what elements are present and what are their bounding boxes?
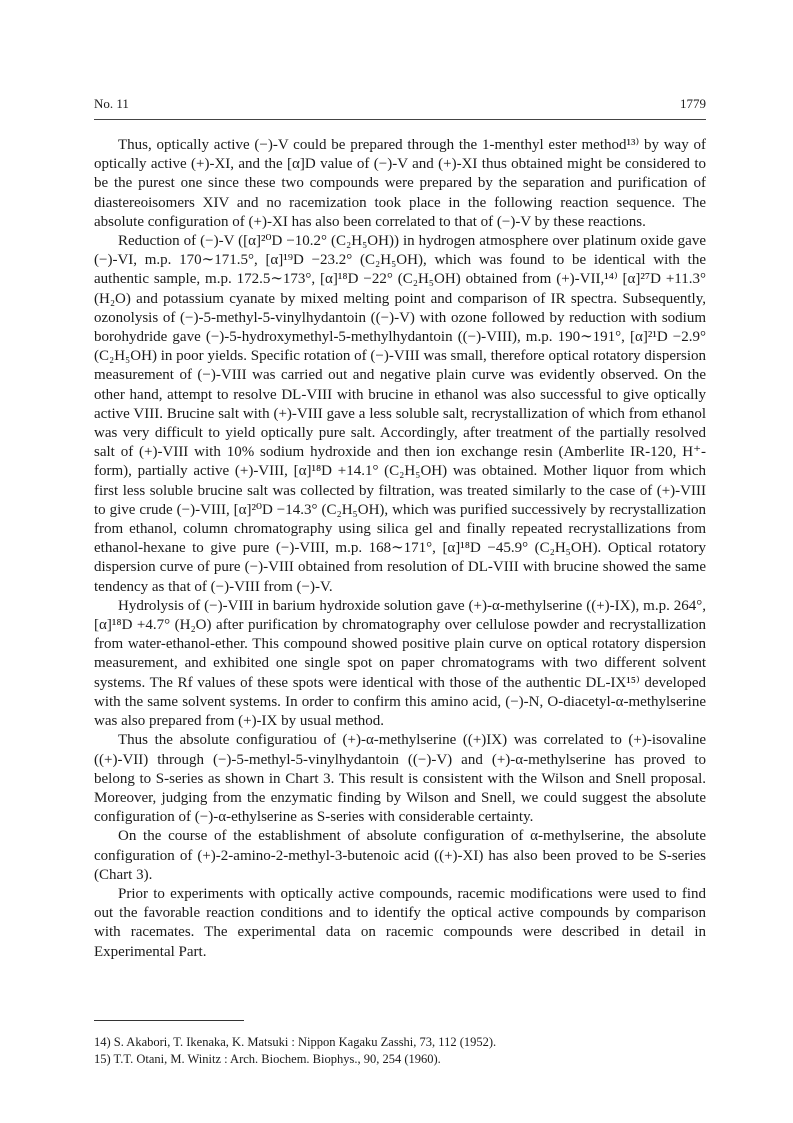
paragraph: Hydrolysis of (−)-VIII in barium hydroxide solution gave (+)-α-methylserine ((+)-IX), m.p. 264°, [α]¹⁸D +4.7° (H₂O) after purification by chromatography over cellulose powder and recrystallization from water-ethanol-ether. This compound showed positive plain curve on optical rotatory dispersion measurement, and exhibited one single spot on paper chromatograms with two different solvent systems. The Rf values of these spots were identical with those of the authentic DL-IX¹⁵⁾ developed with the same solvent systems. In order to confirm this amino acid, (−)-N, O-diacetyl-α-methylserine was also prepared from (+)-IX by usual method. (94, 597, 706, 730)
header-rule (94, 119, 706, 120)
issue-number: No. 11 (94, 96, 129, 111)
paragraph: Prior to experiments with optically active compounds, racemic modifications were used to find out the favorable reaction conditions and to identify the optical active compounds by comparison with racemates. The experimental data on racemic compounds were described in detail in Experimental Part. (94, 885, 706, 960)
footnote: 14) S. Akabori, T. Ikenaka, K. Matsuki : Nippon Kagaku Zasshi, 73, 112 (1952). (94, 1035, 497, 1049)
paragraph: On the course of the establishment of absolute configuration of α-methylserine, the absolute configuration of (+)-2-amino-2-methyl-3-butenoic acid ((+)-XI) has also been proved to be S-series (Chart 3). (94, 828, 706, 883)
footnotes (94, 1034, 706, 1068)
page-header (94, 96, 706, 116)
paragraph: Thus the absolute configuratiou of (+)-α-methylserine ((+)IX) was correlated to (+)-isovaline ((+)-VII) through (−)-5-methyl-5-vinylhydantoin ((−)-V) and (+)-α-methylserine has proved to belong to S-series as shown in Chart 3. This result is consistent with the Wilson and Snell proposal. Moreover, judging from the enzymatic finding by Wilson and Snell, we could suggest the absolute configuration of (−)-α-ethylserine as S-series with considerable certainty. (94, 732, 706, 826)
body-text (94, 136, 706, 962)
footnote-rule (94, 1020, 244, 1021)
paragraph: Thus, optically active (−)-V could be prepared through the 1-menthyl ester method¹³⁾ by way of optically active (+)-XI, and the [α]D value of (−)-V and (+)-XI thus obtained might be considered to be the purest one since these two compounds were prepared by the separation and purification of diastereoisomers XIV and no racemization took place in the following reaction sequence. The absolute configuration of (+)-XI has also been correlated to that of (−)-V by these reactions. (94, 137, 706, 230)
footnote: 15) T.T. Otani, M. Winitz : Arch. Biochem. Biophys., 90, 254 (1960). (94, 1052, 441, 1066)
page-number: 1779 (680, 96, 706, 111)
paragraph: Reduction of (−)-V ([α]²⁰D −10.2° (C₂H₅OH)) in hydrogen atmosphere over platinum oxide gave (−)-VI, m.p. 170∼171.5°, [α]¹⁹D −23.2° (C₂H₅OH), which was found to be identical with the authentic sample, m.p. 172.5∼173°, [α]¹⁸D −22° (C₂H₅OH) obtained from (+)-VII,¹⁴⁾ [α]²⁷D +11.3° (H₂O) and potassium cyanate by mixed melting point and comparison of IR spectra. Subsequently, ozonolysis of (−)-5-methyl-5-vinylhydantoin ((−)-V) with ozone followed by reduction with sodium borohydride gave (−)-5-hydroxymethyl-5-methylhydantoin ((−)-VIII), m.p. 190∼191°, [α]²¹D −2.9° (C₂H₅OH) in poor yields. Specific rotation of (−)-VIII was small, therefore optical rotatory dispersion measurement of (−)-VIII was carried out and negative plain curve was evidently observed. On the other hand, attempt to resolve DL-VIII with brucine in ethanol was also successful to give optically active VIII. Brucine salt with (+)-VIII gave a less soluble salt, recrystallization of which from ethanol was very difficult to yield optically pure salt. Accordingly, after treatment of the partially resolved salt of (+)-VIII with 10% sodium hydroxide and then ion exchange resin (Amberlite IR-120, H⁺-form), partially active (+)-VIII, [α]¹⁸D +14.1° (C₂H₅OH) was obtained. Mother liquor from which first less soluble brucine salt was collected by filtration, was treated similarly to the case of (+)-VIII to give crude (−)-VIII, [α]²⁰D −14.3° (C₂H₅OH), which was purified successively by recrystallization from ethanol, column chromatography using silica gel and finally repeated recrystallizations from ethanol-hexane to give pure (−)-VIII, m.p. 168∼171°, [α]¹⁸D −45.9° (C₂H₅OH). Optical rotatory dispersion curve of pure (−)-VIII obtained from resolution of DL-VIII with brucine showed the same tendency as that of (−)-VIII from (−)-V. (94, 233, 706, 595)
